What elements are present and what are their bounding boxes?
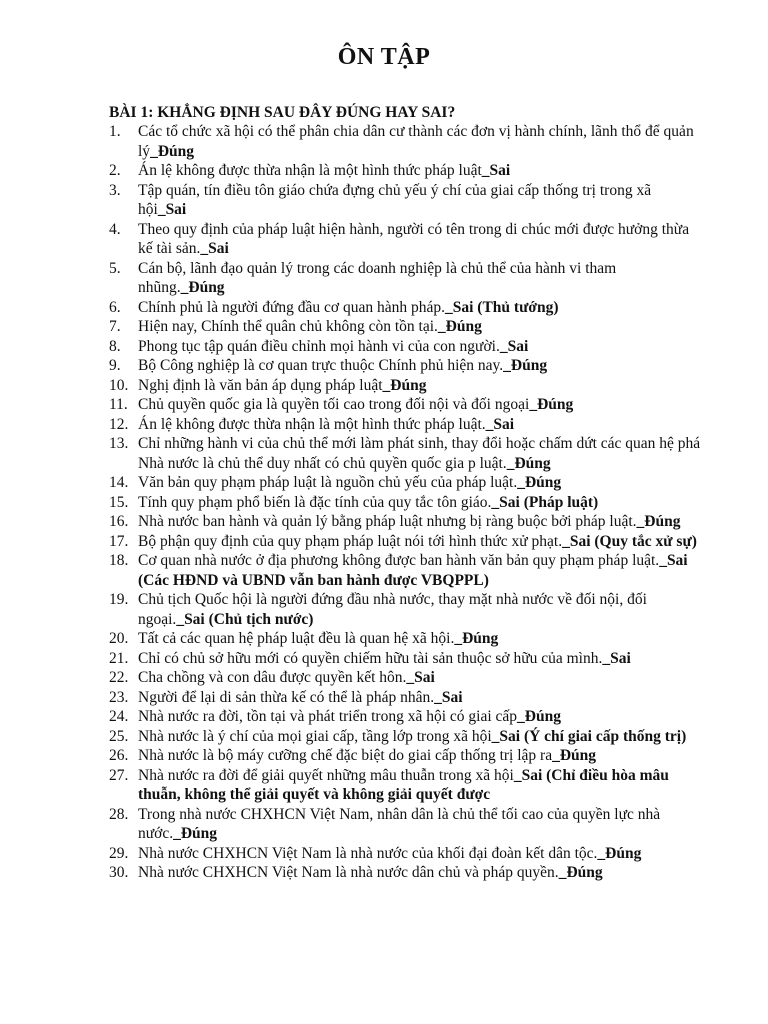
item-statement: Cán bộ, lãnh đạo quản lý trong các doanh nghiệp là chủ thể của hành vi tham nhũng. <box>138 259 617 296</box>
item-statement: Nhà nước là ý chí của mọi giai cấp, tầng lớp trong xã hội <box>138 727 492 745</box>
list-item <box>109 766 701 805</box>
item-answer: _Sai <box>406 669 435 686</box>
list-item <box>109 473 701 493</box>
item-answer: _Đúng <box>636 513 681 530</box>
list-item <box>109 649 701 669</box>
item-answer: _Sai (Các HĐND và UBND vẫn ban hành được VBQPPL) <box>138 552 688 589</box>
list-item <box>109 161 701 181</box>
item-number: 6. <box>109 298 121 316</box>
item-answer: _Đúng <box>529 396 574 413</box>
item-statement: Bộ phận quy định của quy phạm pháp luật nói tới hình thức xử phạt. <box>138 532 563 550</box>
item-statement: Nghị định là văn bản áp dụng pháp luật <box>138 376 383 394</box>
list-item <box>109 493 701 513</box>
list-item <box>109 122 701 161</box>
item-statement: Nhà nước là bộ máy cưỡng chế đặc biệt do giai cấp thống trị lập ra <box>138 747 553 764</box>
list-item <box>109 220 701 259</box>
item-answer: _Đúng <box>150 142 194 160</box>
list-item <box>109 668 701 688</box>
item-number: 3. <box>109 181 121 199</box>
item-statement: Nhà nước CHXHCN Việt Nam là nhà nước dân chủ và pháp quyền. <box>138 864 559 881</box>
item-statement: Chính phủ là người đứng đầu cơ quan hành pháp. <box>138 298 445 316</box>
item-statement: Văn bản quy phạm pháp luật là nguồn chủ yếu của pháp luật. <box>138 474 518 491</box>
item-answer: _Sai (Chủ tịch nước) <box>176 610 314 628</box>
item-statement: Nhà nước ra đời để giải quyết những mâu thuẫn trong xã hội <box>138 766 514 784</box>
section-heading: BÀI 1: KHẲNG ĐỊNH SAU ĐÂY ĐÚNG HAY SAI? <box>109 104 456 121</box>
item-number: 21. <box>109 649 129 667</box>
item-answer: _Sai <box>200 240 229 257</box>
list-item <box>109 551 701 590</box>
item-statement: Nhà nước CHXHCN Việt Nam là nhà nước của khối đại đoàn kết dân tộc. <box>138 844 598 862</box>
item-statement: Nhà nước ban hành và quản lý bằng pháp luật nhưng bị ràng buộc bởi pháp luật. <box>138 513 637 530</box>
item-number: 17. <box>109 532 129 550</box>
item-number: 1. <box>109 123 121 140</box>
item-statement: Nhà nước ra đời, tồn tại và phát triển trong xã hội có giai cấp <box>138 708 518 725</box>
item-statement: Người để lại di sản thừa kế có thể là pháp nhân. <box>138 688 435 706</box>
list-item <box>109 317 701 337</box>
item-number: 23. <box>109 688 129 706</box>
list-item <box>109 629 701 649</box>
item-statement: Tất cả các quan hệ pháp luật đều là quan hệ xã hội. <box>138 630 455 647</box>
item-statement: Theo quy định của pháp luật hiện hành, người có tên trong di chúc mới được hưởng thừa kế tài sản. <box>138 220 690 257</box>
item-statement: Tập quán, tín điều tôn giáo chứa đựng chủ yếu ý chí của giai cấp thống trị trong xã hội <box>138 181 652 218</box>
item-number: 11. <box>109 396 128 413</box>
item-answer: _Đúng <box>173 825 218 842</box>
item-statement: Các tổ chức xã hội có thể phân chia dân cư thành các đơn vị hành chính, lãnh thổ để quản lý <box>138 123 694 160</box>
list-item <box>109 395 701 415</box>
list-item <box>109 727 701 747</box>
item-answer: _Đúng <box>180 279 225 296</box>
item-answer: _Sai <box>499 337 529 355</box>
list-item <box>109 512 701 532</box>
list-item <box>109 434 701 473</box>
item-statement: Án lệ không được thừa nhận là một hình thức pháp luật. <box>138 415 486 433</box>
item-number: 8. <box>109 337 121 355</box>
item-statement: Hiện nay, Chính thể quân chủ không còn tồn tại. <box>138 318 438 335</box>
item-number: 7. <box>109 318 121 335</box>
item-statement: Phong tục tập quán điều chỉnh mọi hành vi của con người. <box>138 337 500 355</box>
list-item <box>109 259 701 298</box>
item-number: 14. <box>109 474 129 491</box>
item-statement: Chỉ những hành vi của chủ thể mới làm phát sinh, thay đổi hoặc chấm dứt các quan hệ phá Nhà nước là chủ thể duy nhất có chủ quyền quốc gia p luật. <box>138 435 701 472</box>
item-number: 10. <box>109 376 129 394</box>
item-answer: _Sai <box>157 201 187 218</box>
item-number: 26. <box>109 747 129 764</box>
item-answer: _Đúng <box>552 747 597 764</box>
list-item <box>109 844 701 864</box>
item-number: 22. <box>109 669 129 686</box>
item-answer: _Sai (Pháp luật) <box>491 493 599 511</box>
item-answer: _Sai <box>485 415 515 433</box>
item-number: 4. <box>109 220 121 238</box>
item-answer: _Sai <box>602 649 631 667</box>
item-answer: _Đúng <box>503 357 548 374</box>
item-answer: _Đúng <box>382 376 427 394</box>
item-statement: Cơ quan nhà nước ở địa phương không được ban hành văn bản quy phạm pháp luật. <box>138 552 660 569</box>
item-answer: _Sai (Ý chí giai cấp thống trị) <box>491 727 687 745</box>
item-answer: _Đúng <box>597 844 642 862</box>
item-statement: Tính quy phạm phổ biến là đặc tính của quy tắc tôn giáo. <box>138 493 492 511</box>
list-item <box>109 415 701 435</box>
item-number: 2. <box>109 162 121 179</box>
list-item <box>109 356 701 376</box>
item-number: 25. <box>109 727 129 745</box>
item-number: 16. <box>109 513 129 530</box>
item-statement: Trong nhà nước CHXHCN Việt Nam, nhân dân là chủ thể tối cao của quyền lực nhà nước. <box>138 805 661 842</box>
list-item <box>109 688 701 708</box>
item-statement: Chủ tịch Quốc hội là người đứng đầu nhà nước, thay mặt nhà nước về đối nội, đối ngoại. <box>138 591 647 628</box>
item-number: 5. <box>109 259 121 277</box>
item-statement: Cha chồng và con dâu được quyền kết hôn. <box>138 669 407 686</box>
item-number: 24. <box>109 708 129 725</box>
item-answer: _Sai <box>481 162 511 179</box>
item-statement: Bộ Công nghiệp là cơ quan trực thuộc Chính phủ hiện nay. <box>138 357 504 374</box>
item-answer: _Sai (Quy tắc xử sự) <box>562 532 697 550</box>
item-statement: Án lệ không được thừa nhận là một hình thức pháp luật <box>138 162 482 179</box>
list-item <box>109 863 701 883</box>
item-number: 18. <box>109 552 129 569</box>
item-answer: _Sai (Chỉ điều hòa mâu thuẫn, không thể giải quyết và không giải quyết được <box>138 766 669 803</box>
item-number: 19. <box>109 591 129 608</box>
page-title: ÔN TẬP <box>337 44 431 70</box>
item-answer: _Đúng <box>506 454 551 472</box>
list-item <box>109 376 701 396</box>
item-answer: _Sai <box>434 688 463 706</box>
item-statement: Chỉ có chủ sở hữu mới có quyền chiếm hữu tài sản thuộc sở hữu của mình. <box>138 649 603 667</box>
item-number: 27. <box>109 766 129 784</box>
item-number: 15. <box>109 493 129 511</box>
list-item <box>109 532 701 552</box>
list-item <box>109 298 701 318</box>
item-number: 30. <box>109 864 129 881</box>
item-number: 28. <box>109 805 129 823</box>
item-answer: _Đúng <box>517 708 561 725</box>
item-answer: _Đúng <box>558 864 603 881</box>
question-list <box>109 122 701 883</box>
list-item <box>109 337 701 357</box>
item-answer: _Đúng <box>517 474 562 491</box>
list-item <box>109 746 701 766</box>
item-number: 29. <box>109 844 129 862</box>
list-item <box>109 181 701 220</box>
item-answer: _Đúng <box>437 318 482 335</box>
item-answer: _Sai (Thủ tướng) <box>444 298 559 316</box>
item-number: 13. <box>109 435 129 452</box>
list-item <box>109 707 701 727</box>
item-number: 12. <box>109 415 129 433</box>
item-number: 20. <box>109 630 129 647</box>
item-number: 9. <box>109 357 121 374</box>
item-statement: Chủ quyền quốc gia là quyền tối cao trong đối nội và đối ngoại <box>138 396 530 413</box>
item-answer: _Đúng <box>454 630 499 647</box>
list-item <box>109 805 701 844</box>
list-item <box>109 590 701 629</box>
